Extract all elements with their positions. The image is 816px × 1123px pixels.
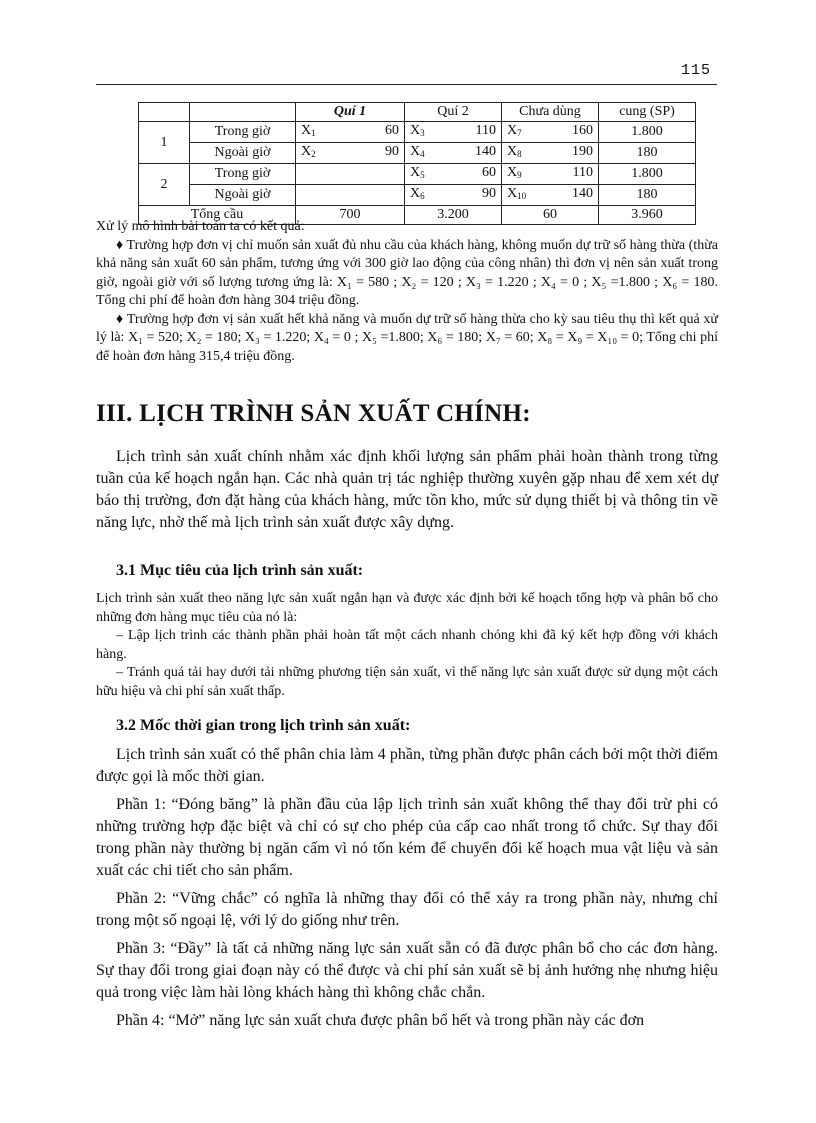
supply-cell: 180 — [599, 143, 696, 164]
sub1-item-2: – Tránh quá tải hay dưới tải những phương tiện sản xuất, vì thế năng lực sản xuất được sử dụng một cách hữu hiệu và chi phí sản xuất thấp. — [96, 665, 718, 699]
sub2-paragraph-3: Phần 2: “Vững chắc” có nghĩa là những thay đổi có thể xảy ra trong phần này, nhưng chỉ trong một số ngoại lệ, với lý do giống như trên. — [96, 890, 718, 929]
table-row: Ngoài giờ $X_6$ 90 $X_{10}$ 140 180 — [139, 185, 696, 206]
table-row: 2 Trong giờ $X_5$ 60 $X_9$ 110 1.800 — [139, 164, 696, 185]
section-title: III. LỊCH TRÌNH SẢN XUẤT CHÍNH: — [96, 400, 531, 427]
subsection-3-1-body — [96, 590, 718, 701]
header-supply: cung (SP) — [599, 103, 696, 122]
table-header-row — [139, 103, 696, 122]
page-number: 115 — [680, 62, 711, 79]
table-row: 1 Trong giờ $X_1$ 60 $X_3$ 110 $X_7$ 160 1.800 — [139, 122, 696, 143]
total-label: Tổng cầu — [139, 206, 296, 225]
subsection-title-3-2: 3.2 Mốc thời gian trong lịch trình sản xuất: — [116, 717, 411, 734]
bullet-case-1: ♦ Trường hợp đơn vị chỉ muốn sản xuất đủ nhu cầu của khách hàng, không muốn dự trữ số hàng thừa (thừa khả năng sản xuất 60 sản phẩm, tương ứng với 300 giờ lao động của công nhân) thì đơn vị nên sản xuất trong giờ, ngoài giờ với số lượng tương ứng là: X₁ = 580 ; X₂ = 120 ; X₃ = 1.220 ; X₄ = 0 ; X₅ =1.800 ; X₆ = 180. Tổng chi phí để hoàn đơn hàng 304 triệu đồng. — [96, 237, 718, 308]
supply-cell: 1.800 — [599, 164, 696, 185]
result-intro: Xử lý mô hình bài toán ta có kết quả: — [96, 219, 305, 234]
row-label: Ngoài giờ — [190, 143, 296, 164]
bullet-case-2: ♦ Trường hợp đơn vị sản xuất hết khả năng và muốn dự trữ số hàng thừa cho kỳ sau tiêu thụ thì kết quả xử lý là: X₁ = 520; X₂ = 180; X₃ = 1.220; X₄ = 0 ; X₅ =1.800; X₆ = 180; X₇ = 60; X₈ = X₉ = X₁₀ = 0; Tổng chi phí để hoàn đơn hàng 315,4 triệu đồng. — [96, 311, 718, 364]
sub1-text: Lịch trình sản xuất theo năng lực sản xuất ngắn hạn và được xác định bởi kế hoạch tổng hợp và phân bổ cho những đơn hàng mục tiêu của nó là: — [96, 591, 718, 625]
subsection-title-3-1: 3.1 Mục tiêu của lịch trình sản xuất: — [116, 562, 364, 579]
header-rule — [96, 84, 717, 85]
subsection-3-2-body — [96, 744, 718, 1032]
header-q1: Quí 1 — [296, 103, 405, 122]
group-label: 1 — [139, 122, 190, 164]
supply-cell: 180 — [599, 185, 696, 206]
table-row: Ngoài giờ $X_2$ 90 $X_4$ 140 $X_8$ 190 180 — [139, 143, 696, 164]
table-total-row: Tổng cầu 700 3.200 60 3.960 — [139, 206, 696, 225]
sub1-item-1: – Lập lịch trình các thành phần phải hoàn tất một cách nhanh chóng khi đã ký kết hợp đồng với khách hàng. — [96, 628, 718, 662]
header-q2: Quí 2 — [405, 103, 502, 122]
sub2-paragraph-4: Phần 3: “Đầy” là tất cả những năng lực sản xuất sẵn có đã được phân bổ cho các đơn hàng. Sự thay đổi trong giai đoạn này có thể được và chi phí sản xuất sẽ bị ảnh hưởng nhẹ nhưng hiệu quả trong việc làm hài lòng khách hàng thì không chắc chắn. — [96, 940, 718, 1001]
row-label: Trong giờ — [190, 164, 296, 185]
sub2-paragraph-5: Phần 4: “Mở” năng lực sản xuất chưa được phân bổ hết và trong phần này các đơn — [116, 1012, 645, 1029]
section-intro: Lịch trình sản xuất chính nhằm xác định khối lượng sản phẩm phải hoàn thành trong từng tuần của kế hoạch ngắn hạn. Các nhà quản trị tác nghiệp thường xuyên gặp nhau để xem xét dự báo thị trường, đơn đặt hàng của khách hàng, mức tồn kho, mức sử dụng thiết bị và thông tin về năng lực, nhờ thế mà lịch trình sản xuất được xây dựng. — [96, 448, 718, 531]
group-label: 2 — [139, 164, 190, 206]
supply-cell: 1.800 — [599, 122, 696, 143]
section-intro-block — [96, 446, 718, 534]
sub2-paragraph-2: Phần 1: “Đóng băng” là phần đầu của lập lịch trình sản xuất không thể thay đổi trừ phi có những trường hợp đặc biệt và chỉ có sự cho phép của cấp cao nhất trong tổ chức. Sự thay đổi trong phần này thường bị ngăn cấm vì nó tốn kém để chuyển đổi kế hoạch mua vật liệu và sản xuất các chi tiết cho sản phẩm. — [96, 796, 718, 879]
row-label: Ngoài giờ — [190, 185, 296, 206]
row-label: Trong giờ — [190, 122, 296, 143]
result-section — [96, 218, 718, 366]
transport-table — [138, 102, 696, 225]
header-unused: Chưa dùng — [502, 103, 599, 122]
sub2-paragraph-1: Lịch trình sản xuất có thể phân chia làm 4 phần, từng phần được phân cách bởi một thời điểm được gọi là mốc thời gian. — [96, 746, 718, 785]
